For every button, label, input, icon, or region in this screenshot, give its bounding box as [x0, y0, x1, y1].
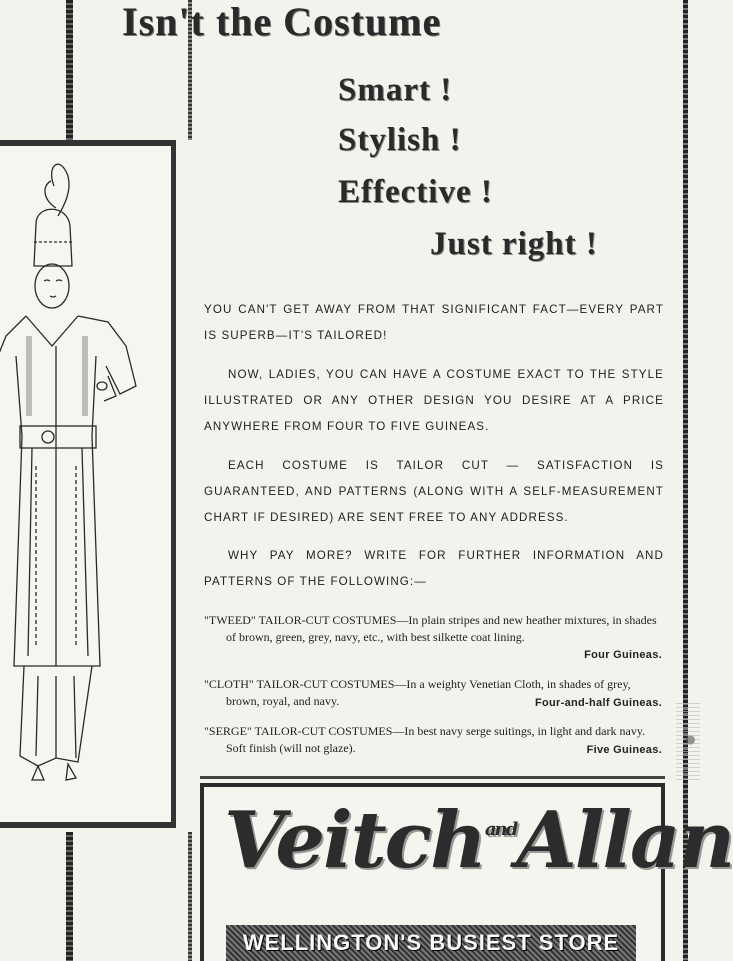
- exclamation-effective: Effective !: [338, 174, 493, 210]
- item-price: Four-and-half Guineas.: [535, 697, 662, 709]
- list-item-cloth: [204, 676, 664, 712]
- store-name-script: [224, 795, 733, 915]
- store-name-conjunction: and: [484, 819, 517, 840]
- store-logo: [200, 783, 733, 961]
- item-description: "TWEED" TAILOR-CUT COSTUMES—In plain stripes and new heather mixtures, in shades of brown, green, grey, navy, etc., with best silkette coat lining.: [204, 613, 657, 644]
- headline-title: Isn't the Costume: [122, 0, 442, 44]
- woman-in-costume-illustration: [0, 146, 171, 822]
- item-price: Five Guineas.: [586, 744, 662, 756]
- exclamation-smart: Smart !: [338, 72, 453, 108]
- list-item-tweed: [204, 612, 664, 664]
- store-name-part1: Veitch: [224, 795, 485, 886]
- inner-border-rule-lower: [188, 832, 192, 961]
- exclamation-just-right: Just right !: [430, 226, 598, 262]
- costume-illustration-panel: [0, 140, 176, 828]
- item-description: "SERGE" TAILOR-CUT COSTUMES—In best navy serge suitings, in light and dark navy. Soft finish (will not glaze).: [204, 724, 646, 755]
- item-price: Four Guineas.: [584, 649, 662, 661]
- price-paragraph: NOW, LADIES, YOU CAN HAVE A COSTUME EXACT TO THE STYLE ILLUSTRATED OR ANY OTHER DESIGN YOU DESIRE AT A PRICE ANYWHERE FROM FOUR TO FIVE GUINEAS.: [204, 368, 664, 433]
- exclamation-stylish: Stylish !: [338, 122, 462, 158]
- left-border-rule-lower: [66, 832, 73, 961]
- list-item-serge: [204, 723, 664, 759]
- store-name-part2: Allan: [516, 795, 733, 886]
- logo-divider: [200, 776, 665, 779]
- left-border-rule: [66, 0, 73, 140]
- guarantee-paragraph: EACH COSTUME IS TAILOR CUT — SATISFACTION IS GUARANTEED, AND PATTERNS (ALONG WITH A SELF-MEASUREMENT CHART IF DESIRED) ARE SENT FREE TO ANY ADDRESS.: [204, 459, 664, 524]
- page-edge-artifact: [676, 700, 700, 780]
- item-description: "CLOTH" TAILOR-CUT COSTUMES—In a weighty Venetian Cloth, in shades of grey, brown, royal, and navy.: [204, 677, 631, 708]
- store-slogan-banner: WELLINGTON'S BUSIEST STORE: [226, 925, 636, 961]
- call-to-action-paragraph: WHY PAY MORE? WRITE FOR FURTHER INFORMATION AND PATTERNS OF THE FOLLOWING:—: [204, 549, 664, 588]
- intro-paragraph: YOU CAN'T GET AWAY FROM THAT SIGNIFICANT FACT—EVERY PART IS SUPERB—IT'S TAILORED!: [204, 303, 664, 342]
